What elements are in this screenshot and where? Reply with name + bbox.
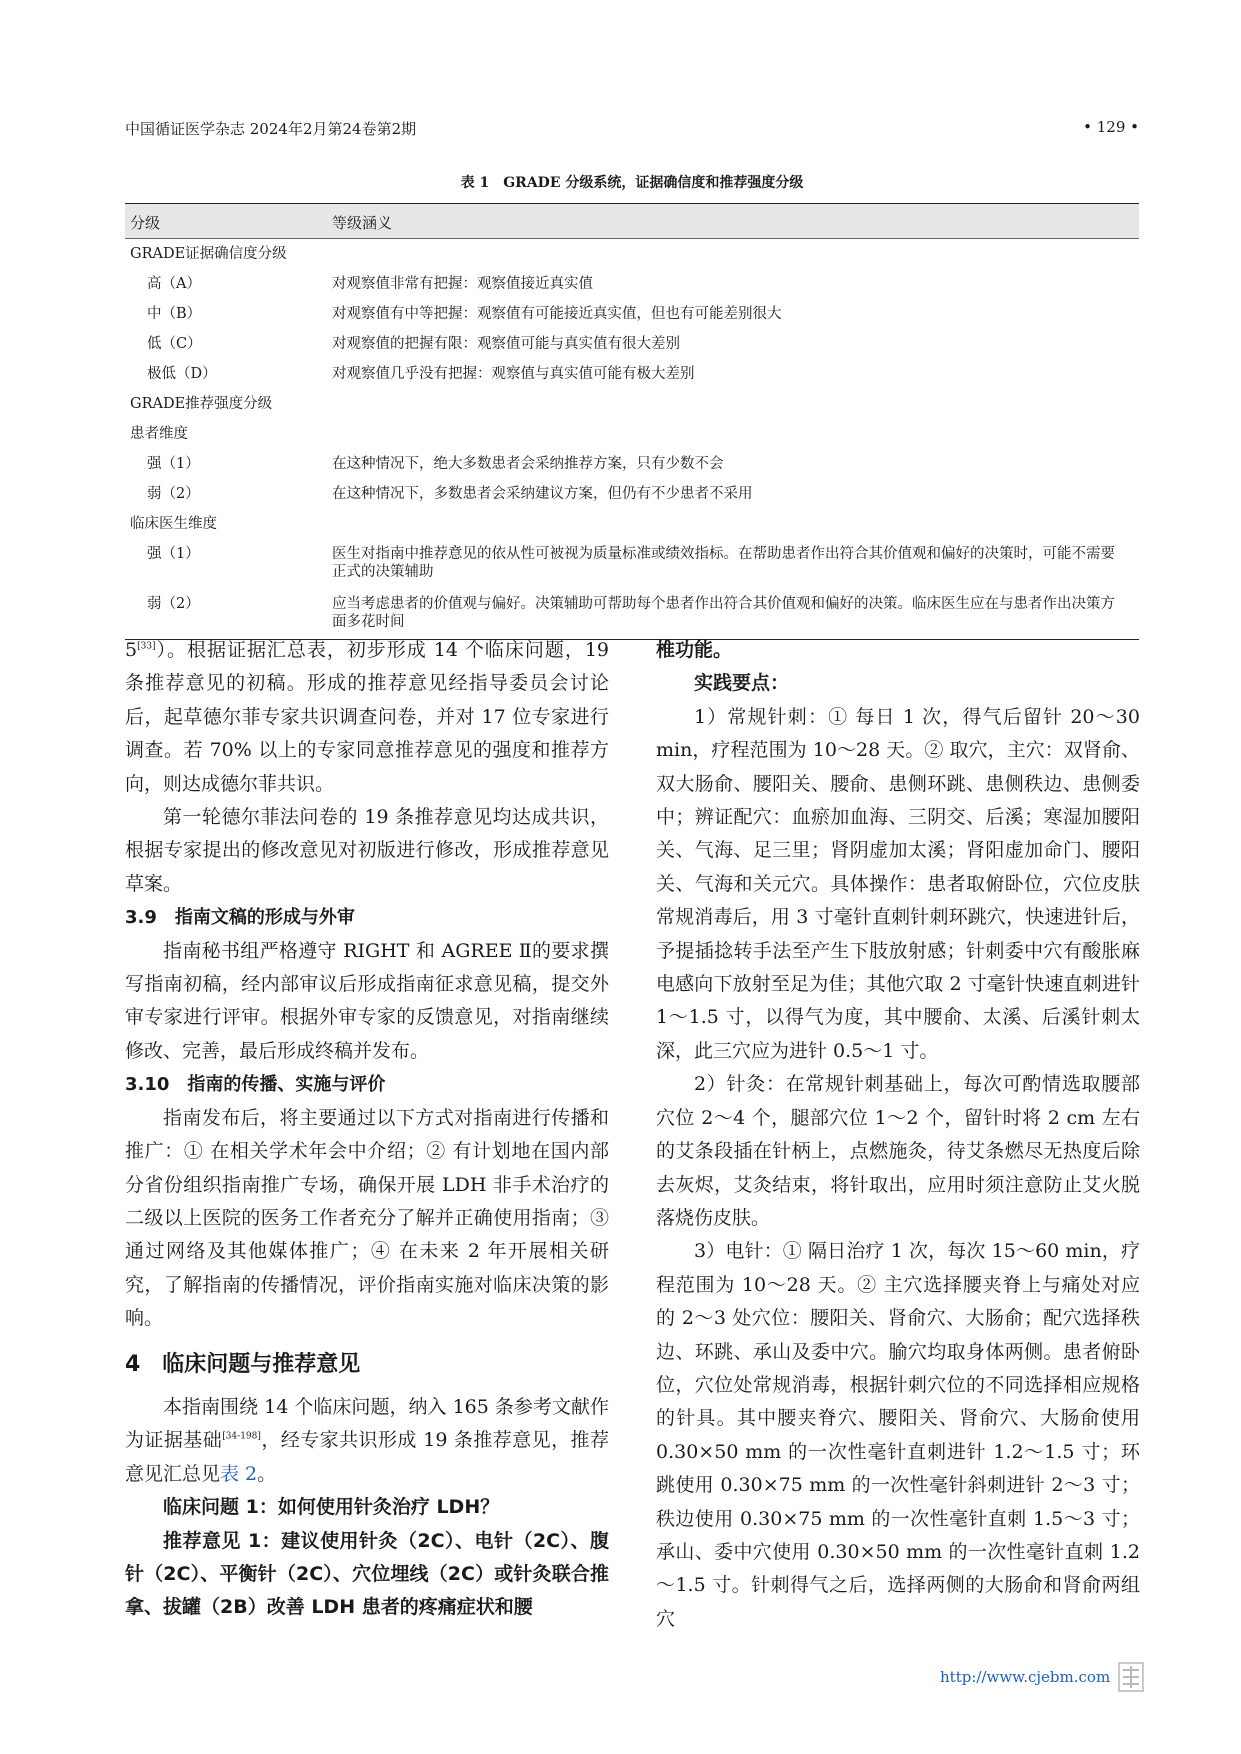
table-body [125,239,1139,639]
table-row [125,451,1139,481]
table-caption: 表 1 GRADE 分级系统，证据确信度和推荐强度分级 [460,175,804,191]
paragraph: 第一轮德尔菲法问卷的 19 条推荐意见均达成共识，根据专家提出的修改意见对初版进行修改，形成推荐意见草案。 [125,806,609,895]
journal-logo-icon [1118,1662,1144,1692]
table-row [125,391,1139,421]
page-number: • 129 • [1083,118,1139,136]
cell-level: 强（1） [147,456,200,472]
paragraph: 指南发布后，将主要通过以下方式对指南进行传播和推广：① 在相关学术年会中介绍；② 有计划地在国内部分省份组织指南推广专场，确保开展 LDH 非手术治疗的二级以上医院的医务工作者充分了解并正确使用指南；③ 通过网络及其他媒体推广；④ 在未来 2 年开展相关研究，了解指南的传播情况，评价指南实施对临床决策的影响。 [125,1106,609,1330]
cell-meaning: 医生对指南中推荐意见的依从性可被视为质量标准或绩效指标。在帮助患者作出符合其价值观和偏好的决策时，可能不需要正式的决策辅助 [332,546,1115,580]
citation: [34-198] [222,1432,261,1443]
cell-level: 中（B） [147,306,202,322]
section-heading-4: 4 临床问题与推荐意见 [125,1351,361,1377]
citation: [33] [137,641,156,652]
table-row [125,239,1139,271]
table-row [125,541,1139,591]
cell-meaning: 对观察值的把握有限：观察值可能与真实值有很大差别 [332,336,680,352]
paragraph: 3）电针：① 隔日治疗 1 次，每次 15～60 min，疗程范围为 10～28 天。② 主穴选择腰夹脊上与痛处对应的 2～3 处穴位：腰阳关、肾俞穴、大肠俞；配穴选择秩边、环跳、承山及委中穴。腧穴均取身体两侧。患者俯卧位，穴位处常规消毒，根据针刺穴位的不同选择相应规格的针具。其中腰夹脊穴、腰阳关、肾俞穴、大肠俞使用 0.30×50 mm 的一次性毫针直刺进针 1.2～1.5 寸；环跳使用 0.30×75 mm 的一次性毫针斜刺进针 2～3 寸；秩边使用 0.30×75 mm 的一次性毫针直刺 1.5～3 寸；承山、委中穴使用 0.30×50 mm 的一次性毫针直刺 1.2～1.5 寸。针刺得气之后，选择两侧的大肠俞和肾俞两组穴 [656,1240,1140,1630]
table-row [125,591,1139,639]
table-row [125,421,1139,451]
running-header [125,118,1139,142]
header-level: 分级 [130,214,161,232]
cell-meaning: 对观察值非常有把握：观察值接近真实值 [332,276,593,292]
cell-level: 患者维度 [130,426,188,442]
table-row [125,271,1139,301]
cell-level: 低（C） [147,336,202,352]
cell-level: 强（1） [147,546,200,562]
journal-info: 中国循证医学杂志 2024年2月第24卷第2期 [125,120,417,138]
paragraph: 5[33]）。根据证据汇总表，初步形成 14 个临床问题，19 条推荐意见的初稿。形成的推荐意见经指导委员会讨论后，起草德尔菲专家共识调查问卷，并对 17 位专家进行调查。若 70% 以上的专家同意推荐意见的强度和推荐方向，则达成德尔菲共识。 [125,639,609,795]
cell-meaning: 对观察值几乎没有把握：观察值与真实值可能有极大差别 [332,366,695,382]
cell-meaning: 在这种情况下，多数患者会采纳建议方案，但仍有不少患者不采用 [332,486,753,502]
table-row [125,301,1139,331]
cell-level: 极低（D） [147,366,217,382]
cell-meaning: 在这种情况下，绝大多数患者会采纳推荐方案，只有少数不会 [332,456,724,472]
table-row [125,511,1139,541]
section-heading-3-10: 3.10 指南的传播、实施与评价 [125,1074,386,1096]
section-heading-3-9: 3.9 指南文稿的形成与外审 [125,907,355,929]
cell-level: 弱（2） [147,596,200,612]
cell-level: GRADE推荐强度分级 [130,396,273,412]
cell-level: GRADE证据确信度分级 [130,246,287,262]
table-row [125,481,1139,511]
cell-level: 弱（2） [147,486,200,502]
paragraph: 2）针灸：在常规针刺基础上，每次可酌情选取腰部穴位 2～4 个，腿部穴位 1～2 个，留针时将 2 cm 左右的艾条段插在针柄上，点燃施灸，待艾条燃尽无热度后除去灰烬，艾灸结束，将针取出，应用时须注意防止艾火脱落烧伤皮肤。 [656,1073,1140,1229]
table-row [125,331,1139,361]
recommendation-1-end: 椎功能。 [656,639,733,661]
clinical-question-1: 临床问题 1：如何使用针灸治疗 LDH？ [163,1496,500,1519]
grade-table [125,203,1139,640]
journal-url-link[interactable]: http://www.cjebm.com [940,1668,1111,1686]
left-column [125,634,609,1625]
table-row [125,361,1139,391]
right-column [656,634,1140,1636]
table-2-link[interactable]: 表 2 [220,1462,258,1485]
header-meaning: 等级涵义 [332,214,393,232]
paragraph: 指南秘书组严格遵守 RIGHT 和 AGREE Ⅱ的要求撰写指南初稿，经内部审议后形成指南征求意见稿，提交外审专家进行评审。根据外审专家的反馈意见，对指南继续修改、完善，最后形成终稿并发布。 [125,939,609,1062]
table-header-row [125,204,1139,239]
paragraph: 本指南围绕 14 个临床问题，纳入 165 条参考文献作为证据基础[34-198]，经专家共识形成 19 条推荐意见，推荐意见汇总见表 2。 [125,1395,609,1485]
cell-meaning: 应当考虑患者的价值观与偏好。决策辅助可帮助每个患者作出符合其价值观和偏好的决策。临床医生应在与患者作出决策方面多花时间 [332,596,1115,630]
paragraph: 1）常规针刺：① 每日 1 次，得气后留针 20～30 min，疗程范围为 10～28 天。② 取穴，主穴：双肾俞、双大肠俞、腰阳关、腰俞、患侧环跳、患侧秩边、患侧委中；辨证配穴：血瘀加血海、三阴交、后溪；寒湿加腰阳关、气海、足三里；肾阴虚加太溪；肾阳虚加命门、腰阳关、气海和关元穴。具体操作：患者取俯卧位，穴位皮肤常规消毒后，用 3 寸毫针直刺针刺环跳穴，快速进针后，予提插捻转手法至产生下肢放射感；针刺委中穴有酸胀麻电感向下放射至足为佳；其他穴取 2 寸毫针快速直刺进针 1～1.5 寸，以得气为度，其中腰俞、太溪、后溪针刺太深，此三穴应为进针 0.5～1 寸。 [656,705,1140,1062]
recommendation-1: 推荐意见 1：建议使用针灸（2C）、电针（2C）、腹针（2C）、平衡针（2C）、穴位埋线（2C）或针灸联合推拿、拔罐（2B）改善 LDH 患者的疼痛症状和腰 [125,1529,609,1619]
practice-points-title: 实践要点： [694,672,790,695]
cell-level: 高（A） [147,276,201,292]
cell-level: 临床医生维度 [130,516,217,532]
cell-meaning: 对观察值有中等把握：观察值有可能接近真实值，但也有可能差别很大 [332,306,782,322]
